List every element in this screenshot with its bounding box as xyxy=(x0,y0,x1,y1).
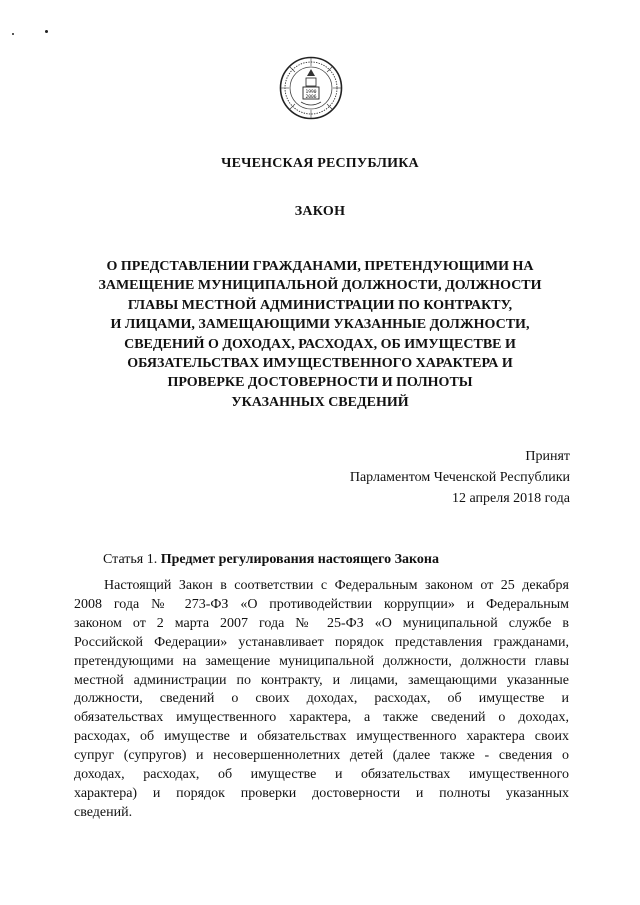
body-line: законом от 2 марта 2007 года № 25-ФЗ «О муниципальной службе в xyxy=(74,615,569,631)
body-line: супруг (супругов) и несовершеннолетних детей (далее также - сведения о xyxy=(74,748,569,764)
law-title-line: И ЛИЦАМИ, ЗАМЕЩАЮЩИМИ УКАЗАННЫЕ ДОЛЖНОСТИ, xyxy=(110,317,530,333)
law-title-line: УКАЗАННЫХ СВЕДЕНИЙ xyxy=(231,394,409,410)
body-line: характера) и порядок проверки достоверности и полноты указанных xyxy=(74,785,569,801)
body-line: претендующими на замещение муниципальной должности, должности главы xyxy=(74,653,569,669)
document-type-heading: ЗАКОН xyxy=(294,204,346,219)
adopting-body: Парламентом Чеченской Республики xyxy=(349,470,570,485)
law-title-line: О ПРЕДСТАВЛЕНИИ ГРАЖДАНАМИ, ПРЕТЕНДУЮЩИМИ НА xyxy=(106,259,534,274)
law-title-line: ПРОВЕРКЕ ДОСТОВЕРНОСТИ И ПОЛНОТЫ xyxy=(167,375,473,391)
body-line: Настоящий Закон в соответствии с Федеральным законом от 25 декабря xyxy=(104,578,569,593)
scan-speck xyxy=(45,30,48,33)
body-line: местной администрации по контракту, и лицами, замещающими указанные xyxy=(74,672,569,688)
law-title xyxy=(60,257,580,412)
body-line: расходах, об имуществе и обязательствах имущественного характера своих xyxy=(74,729,569,745)
law-title-line: ГЛАВЫ МЕСТНОЙ АДМИНИСТРАЦИИ ПО КОНТРАКТУ, xyxy=(127,297,513,313)
law-title-line: ОБЯЗАТЕЛЬСТВАХ ИМУЩЕСТВЕННОГО ХАРАКТЕРА И xyxy=(127,356,513,372)
body-line: сведений. xyxy=(74,804,133,820)
coat-of-arms-emblem xyxy=(279,56,343,120)
body-line: 2008 года № 273-ФЗ «О противодействии коррупции» и Федеральным xyxy=(74,596,569,612)
article-heading xyxy=(103,552,439,568)
body-line: обязательствах имущественного характера, а также сведений о доходах, xyxy=(74,710,569,726)
adopted-label: Принят xyxy=(525,449,570,464)
body-line: Российской Федерации» устанавливает порядок представления гражданами, xyxy=(74,634,569,650)
body-line: должности, сведений о своих доходах, расходах, об имуществе и xyxy=(74,691,569,707)
body-line: доходах, расходах, об имуществе и обязательствах имущественного xyxy=(74,767,569,783)
adoption-block xyxy=(350,446,570,509)
law-title-line: ЗАМЕЩЕНИЕ МУНИЦИПАЛЬНОЙ ДОЛЖНОСТИ, ДОЛЖНОСТИ xyxy=(98,278,542,294)
article-number: Статья 1. xyxy=(103,552,158,567)
article-title: Предмет регулирования настоящего Закона xyxy=(160,552,439,567)
emblem-year-bottom: 2006 xyxy=(305,95,317,100)
article-body xyxy=(74,577,569,823)
republic-heading: ЧЕЧЕНСКАЯ РЕСПУБЛИКА xyxy=(221,156,419,171)
scan-speck xyxy=(12,33,14,35)
law-title-line: СВЕДЕНИЙ О ДОХОДАХ, РАСХОДАХ, ОБ ИМУЩЕСТВЕ И xyxy=(124,336,516,352)
emblem-year-top: 1990 xyxy=(305,90,317,95)
adoption-date: 12 апреля 2018 года xyxy=(452,491,570,506)
